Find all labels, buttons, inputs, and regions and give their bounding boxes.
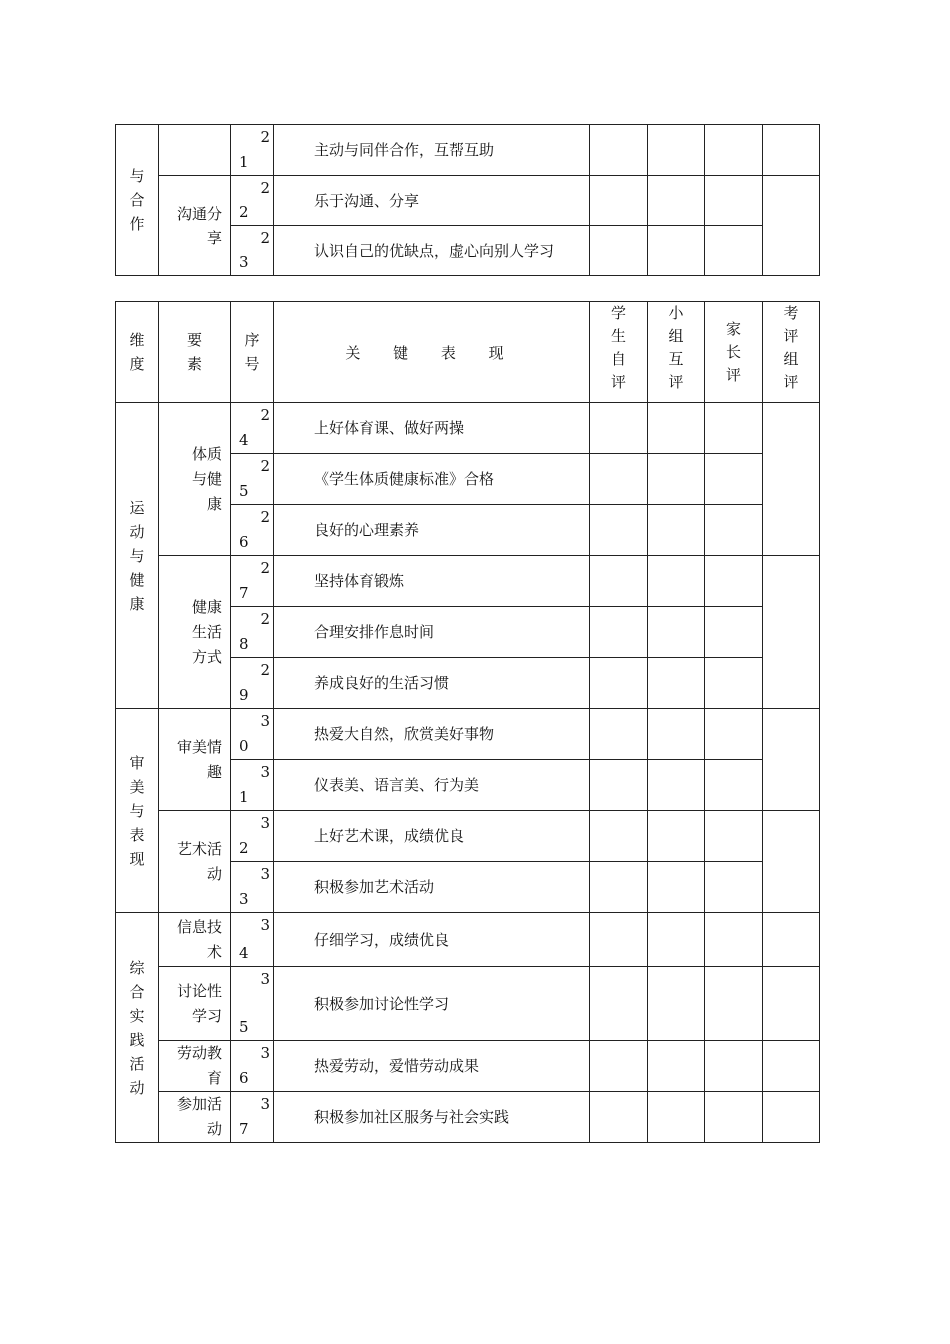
number-cell	[231, 967, 274, 1041]
number-cell	[231, 454, 274, 505]
number-cell	[231, 1092, 274, 1143]
number-cell	[231, 1041, 274, 1092]
element-cell	[159, 1092, 231, 1143]
key-performance-cell: 良好的心理素养	[274, 505, 590, 556]
number-digit: 8	[239, 635, 249, 653]
number-cell	[231, 226, 274, 276]
key-performance-cell: 认识自己的优缺点，虚心向别人学习	[274, 226, 590, 276]
number-digit: 1	[239, 153, 249, 171]
self-eval-cell[interactable]	[590, 709, 648, 760]
dimension-cell	[116, 709, 159, 913]
parent-eval-cell[interactable]	[705, 226, 763, 276]
number-digit: 2	[239, 203, 249, 221]
parent-eval-cell[interactable]	[705, 556, 763, 607]
group-eval-cell[interactable]	[648, 658, 705, 709]
number-cell	[231, 760, 274, 811]
header-panel-eval-label: 考评组评	[783, 304, 799, 391]
number-digit: 3	[260, 763, 270, 781]
key-performance-cell: 热爱劳动，爱惜劳动成果	[274, 1041, 590, 1092]
self-eval-cell[interactable]	[590, 913, 648, 967]
element-cell	[159, 125, 231, 176]
parent-eval-cell[interactable]	[705, 1092, 763, 1143]
header-row	[116, 302, 820, 403]
number-cell	[231, 811, 274, 862]
number-digit: 2	[260, 179, 270, 197]
number-digit: 2	[260, 457, 270, 475]
number-digit: 3	[260, 916, 270, 934]
header-parent-eval-label: 家长评	[725, 319, 741, 384]
parent-eval-cell[interactable]	[705, 1041, 763, 1092]
element-cell	[159, 709, 231, 811]
element-cell	[159, 1041, 231, 1092]
number-digit: 3	[260, 970, 270, 988]
self-eval-cell[interactable]	[590, 862, 648, 913]
key-performance-cell: 乐于沟通、分享	[274, 176, 590, 226]
number-cell	[231, 176, 274, 226]
key-performance-cell: 仔细学习，成绩优良	[274, 913, 590, 967]
key-performance-cell: 积极参加艺术活动	[274, 862, 590, 913]
number-digit: 0	[239, 737, 249, 755]
dimension-cell	[116, 913, 159, 1143]
parent-eval-cell[interactable]	[705, 913, 763, 967]
panel-eval-cell[interactable]	[763, 125, 820, 176]
number-digit: 7	[239, 1120, 249, 1138]
dimension-label: 与合作	[129, 167, 145, 233]
number-digit: 2	[260, 229, 270, 247]
element-label: 讨论性学习	[176, 981, 222, 1025]
key-performance-cell: 仪表美、语言美、行为美	[274, 760, 590, 811]
number-digit: 5	[239, 482, 249, 500]
parent-eval-cell[interactable]	[705, 862, 763, 913]
element-label: 审美情趣	[176, 737, 222, 781]
group-eval-cell[interactable]	[648, 505, 705, 556]
parent-eval-cell[interactable]	[705, 403, 763, 454]
self-eval-cell[interactable]	[590, 226, 648, 276]
dimension-cell	[116, 125, 159, 276]
header-group-eval	[648, 302, 705, 403]
evaluation-table-continued	[115, 124, 820, 276]
group-eval-cell[interactable]	[648, 760, 705, 811]
self-eval-cell[interactable]	[590, 454, 648, 505]
group-eval-cell[interactable]	[648, 862, 705, 913]
element-label: 艺术活动	[176, 839, 222, 883]
number-cell	[231, 913, 274, 967]
element-cell	[159, 967, 231, 1041]
header-dimension	[116, 302, 159, 403]
number-digit: 5	[239, 1018, 249, 1036]
number-digit: 2	[239, 839, 249, 857]
number-digit: 4	[239, 944, 249, 962]
header-element-label: 要素	[186, 331, 202, 373]
number-digit: 1	[239, 788, 249, 806]
key-performance-cell: 上好艺术课，成绩优良	[274, 811, 590, 862]
number-digit: 3	[260, 814, 270, 832]
element-cell	[159, 176, 231, 276]
element-label: 体质与健康	[191, 444, 222, 513]
group-eval-cell[interactable]	[648, 913, 705, 967]
element-label: 信息技术	[176, 917, 222, 961]
number-cell	[231, 709, 274, 760]
header-panel-eval	[763, 302, 820, 403]
self-eval-cell[interactable]	[590, 176, 648, 226]
header-element	[159, 302, 231, 403]
number-digit: 3	[239, 890, 249, 908]
key-performance-cell: 《学生体质健康标准》合格	[274, 454, 590, 505]
element-label: 沟通分享	[176, 204, 222, 247]
parent-eval-cell[interactable]	[705, 454, 763, 505]
header-self-eval	[590, 302, 648, 403]
header-group-eval-label: 小组互评	[668, 304, 684, 391]
group-eval-cell[interactable]	[648, 556, 705, 607]
parent-eval-cell[interactable]	[705, 176, 763, 226]
dimension-label: 综合实践活动	[129, 958, 145, 1097]
key-performance-cell: 主动与同伴合作，互帮互助	[274, 125, 590, 176]
element-cell	[159, 913, 231, 967]
group-eval-cell[interactable]	[648, 607, 705, 658]
group-eval-cell[interactable]	[648, 176, 705, 226]
group-eval-cell[interactable]	[648, 1041, 705, 1092]
number-digit: 6	[239, 1069, 249, 1087]
panel-eval-cell[interactable]	[763, 709, 820, 811]
parent-eval-cell[interactable]	[705, 811, 763, 862]
key-performance-cell: 养成良好的生活习惯	[274, 658, 590, 709]
dimension-cell	[116, 403, 159, 709]
parent-eval-cell[interactable]	[705, 967, 763, 1041]
element-cell	[159, 811, 231, 913]
self-eval-cell[interactable]	[590, 505, 648, 556]
number-cell	[231, 862, 274, 913]
panel-eval-cell[interactable]	[763, 811, 820, 913]
parent-eval-cell[interactable]	[705, 709, 763, 760]
group-eval-cell[interactable]	[648, 226, 705, 276]
self-eval-cell[interactable]	[590, 658, 648, 709]
element-label: 健康生活方式	[191, 597, 222, 666]
panel-eval-cell[interactable]	[763, 1041, 820, 1092]
parent-eval-cell[interactable]	[705, 505, 763, 556]
panel-eval-cell[interactable]	[763, 403, 820, 556]
number-cell	[231, 125, 274, 176]
number-digit: 7	[239, 584, 249, 602]
number-digit: 3	[260, 1095, 270, 1113]
group-eval-cell[interactable]	[648, 709, 705, 760]
self-eval-cell[interactable]	[590, 1041, 648, 1092]
header-dimension-label: 维度	[129, 331, 145, 373]
number-digit: 2	[260, 508, 270, 526]
parent-eval-cell[interactable]	[705, 125, 763, 176]
panel-eval-cell[interactable]	[763, 176, 820, 276]
self-eval-cell[interactable]	[590, 125, 648, 176]
self-eval-cell[interactable]	[590, 811, 648, 862]
self-eval-cell[interactable]	[590, 1092, 648, 1143]
key-performance-cell: 积极参加社区服务与社会实践	[274, 1092, 590, 1143]
key-performance-cell: 积极参加讨论性学习	[274, 967, 590, 1041]
number-digit: 2	[260, 559, 270, 577]
group-eval-cell[interactable]	[648, 1092, 705, 1143]
parent-eval-cell[interactable]	[705, 760, 763, 811]
group-eval-cell[interactable]	[648, 811, 705, 862]
number-digit: 2	[260, 661, 270, 679]
self-eval-cell[interactable]	[590, 556, 648, 607]
element-label: 劳动教育	[176, 1044, 222, 1087]
header-number	[231, 302, 274, 403]
number-cell	[231, 403, 274, 454]
self-eval-cell[interactable]	[590, 403, 648, 454]
number-cell	[231, 556, 274, 607]
self-eval-cell[interactable]	[590, 967, 648, 1041]
parent-eval-cell[interactable]	[705, 607, 763, 658]
number-cell	[231, 505, 274, 556]
number-digit: 3	[260, 865, 270, 883]
number-cell	[231, 607, 274, 658]
dimension-label: 审美与表现	[129, 753, 145, 868]
self-eval-cell[interactable]	[590, 607, 648, 658]
number-digit: 3	[239, 253, 249, 271]
panel-eval-cell[interactable]	[763, 913, 820, 967]
parent-eval-cell[interactable]	[705, 658, 763, 709]
element-label: 参加活动	[176, 1095, 222, 1138]
key-performance-cell: 坚持体育锻炼	[274, 556, 590, 607]
panel-eval-cell[interactable]	[763, 1092, 820, 1143]
group-eval-cell[interactable]	[648, 454, 705, 505]
panel-eval-cell[interactable]	[763, 967, 820, 1041]
number-digit: 2	[260, 128, 270, 146]
number-digit: 9	[239, 686, 249, 704]
group-eval-cell[interactable]	[648, 967, 705, 1041]
header-self-eval-label: 学生自评	[610, 304, 626, 391]
key-performance-cell: 热爱大自然，欣赏美好事物	[274, 709, 590, 760]
number-digit: 3	[260, 712, 270, 730]
number-digit: 6	[239, 533, 249, 551]
self-eval-cell[interactable]	[590, 760, 648, 811]
key-performance-cell: 合理安排作息时间	[274, 607, 590, 658]
number-digit: 2	[260, 406, 270, 424]
number-digit: 4	[239, 431, 249, 449]
dimension-label: 运动与健康	[129, 498, 145, 613]
header-parent-eval	[705, 302, 763, 403]
panel-eval-cell[interactable]	[763, 556, 820, 709]
evaluation-table	[115, 301, 820, 1143]
element-cell	[159, 556, 231, 709]
element-cell	[159, 403, 231, 556]
key-performance-cell: 上好体育课、做好两操	[274, 403, 590, 454]
number-cell	[231, 658, 274, 709]
header-key-performance: 关 键 表 现	[274, 302, 590, 403]
group-eval-cell[interactable]	[648, 403, 705, 454]
header-number-label: 序号	[244, 331, 260, 373]
number-digit: 3	[260, 1044, 270, 1062]
number-digit: 2	[260, 610, 270, 628]
group-eval-cell[interactable]	[648, 125, 705, 176]
